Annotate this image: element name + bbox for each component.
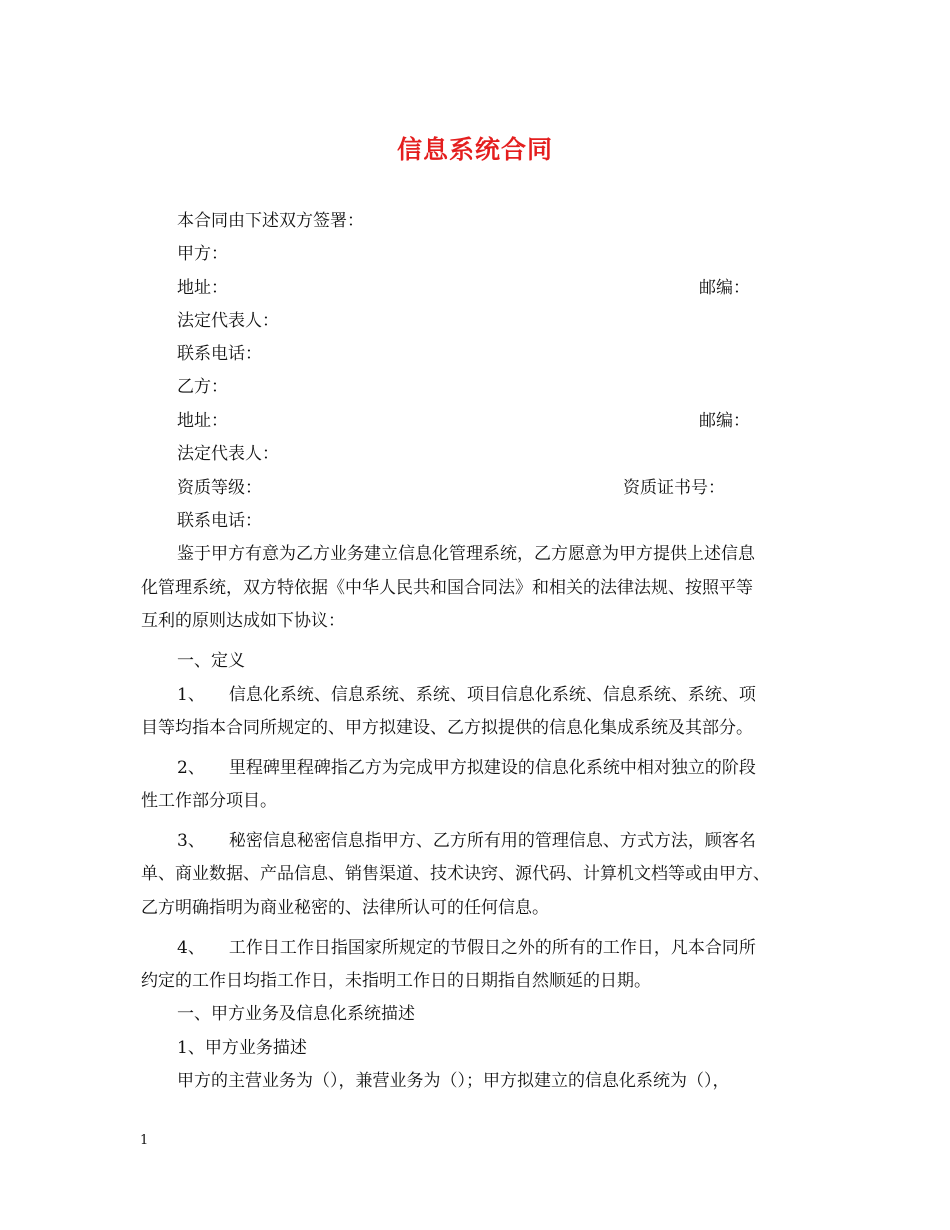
definition-item-2-cont: 性工作部分项目。 — [141, 791, 277, 811]
definition-item-3 — [177, 830, 756, 852]
preamble-line-2: 化管理系统，双方特依据《中华人民共和国合同法》和相关的法律法规、按照平等 — [141, 578, 753, 598]
item-text: 工作日工作日指国家所规定的节假日之外的所有的工作日，凡本合同所 — [228, 938, 756, 958]
party-b-label: 乙方： — [177, 377, 228, 397]
page-number: 1 — [140, 1133, 149, 1148]
party-a-legal-rep: 法定代表人： — [177, 311, 279, 331]
section-2-heading: 一、甲方业务及信息化系统描述 — [177, 1004, 415, 1024]
item-text: 秘密信息秘密信息指甲方、乙方所有用的管理信息、方式方法，顾客名 — [228, 831, 756, 851]
definition-item-3-cont-2: 乙方明确指明为商业秘密的、法律所认可的任何信息。 — [141, 898, 549, 918]
definition-item-3-cont-1: 单、商业数据、产品信息、销售渠道、技术诀窍、源代码、计算机文档等或由甲方、 — [141, 864, 770, 884]
definition-item-1 — [177, 684, 756, 706]
definition-item-2 — [177, 757, 756, 779]
item-number: 1、 — [177, 685, 205, 705]
intro-line: 本合同由下述双方签署： — [177, 211, 364, 231]
item-number: 4、 — [177, 938, 205, 958]
section-2-subheading: 1、甲方业务描述 — [177, 1038, 307, 1058]
item-number: 2、 — [177, 758, 205, 778]
item-number: 3、 — [177, 831, 205, 851]
definition-item-4-cont: 约定的工作日均指工作日，未指明工作日的日期指自然顺延的日期。 — [141, 971, 651, 991]
party-a-postcode: 邮编： — [699, 278, 750, 298]
item-text: 里程碑里程碑指乙方为完成甲方拟建设的信息化系统中相对独立的阶段 — [228, 758, 756, 778]
definition-item-4 — [177, 937, 756, 959]
preamble-line-3: 互利的原则达成如下协议： — [141, 611, 345, 631]
party-b-address: 地址： — [177, 411, 228, 431]
document-title: 信息系统合同 — [396, 135, 553, 164]
section-2-text: 甲方的主营业务为（），兼营业务为（）；甲方拟建立的信息化系统为（）， — [177, 1071, 730, 1091]
party-a-label: 甲方： — [177, 244, 228, 264]
section-1-heading: 一、定义 — [177, 651, 245, 671]
party-b-cert-no: 资质证书号： — [623, 478, 725, 498]
party-b-postcode: 邮编： — [699, 411, 750, 431]
preamble-line-1: 鉴于甲方有意为乙方业务建立信息化管理系统，乙方愿意为甲方提供上述信息 — [177, 544, 755, 564]
definition-item-1-cont: 目等均指本合同所规定的、甲方拟建设、乙方拟提供的信息化集成系统及其部分。 — [141, 718, 753, 738]
party-a-phone: 联系电话： — [177, 344, 262, 364]
item-text: 信息化系统、信息系统、系统、项目信息化系统、信息系统、系统、项 — [228, 685, 756, 705]
party-b-qualification: 资质等级： — [177, 478, 262, 498]
party-b-phone: 联系电话： — [177, 511, 262, 531]
party-b-legal-rep: 法定代表人： — [177, 444, 279, 464]
party-a-address: 地址： — [177, 278, 228, 298]
